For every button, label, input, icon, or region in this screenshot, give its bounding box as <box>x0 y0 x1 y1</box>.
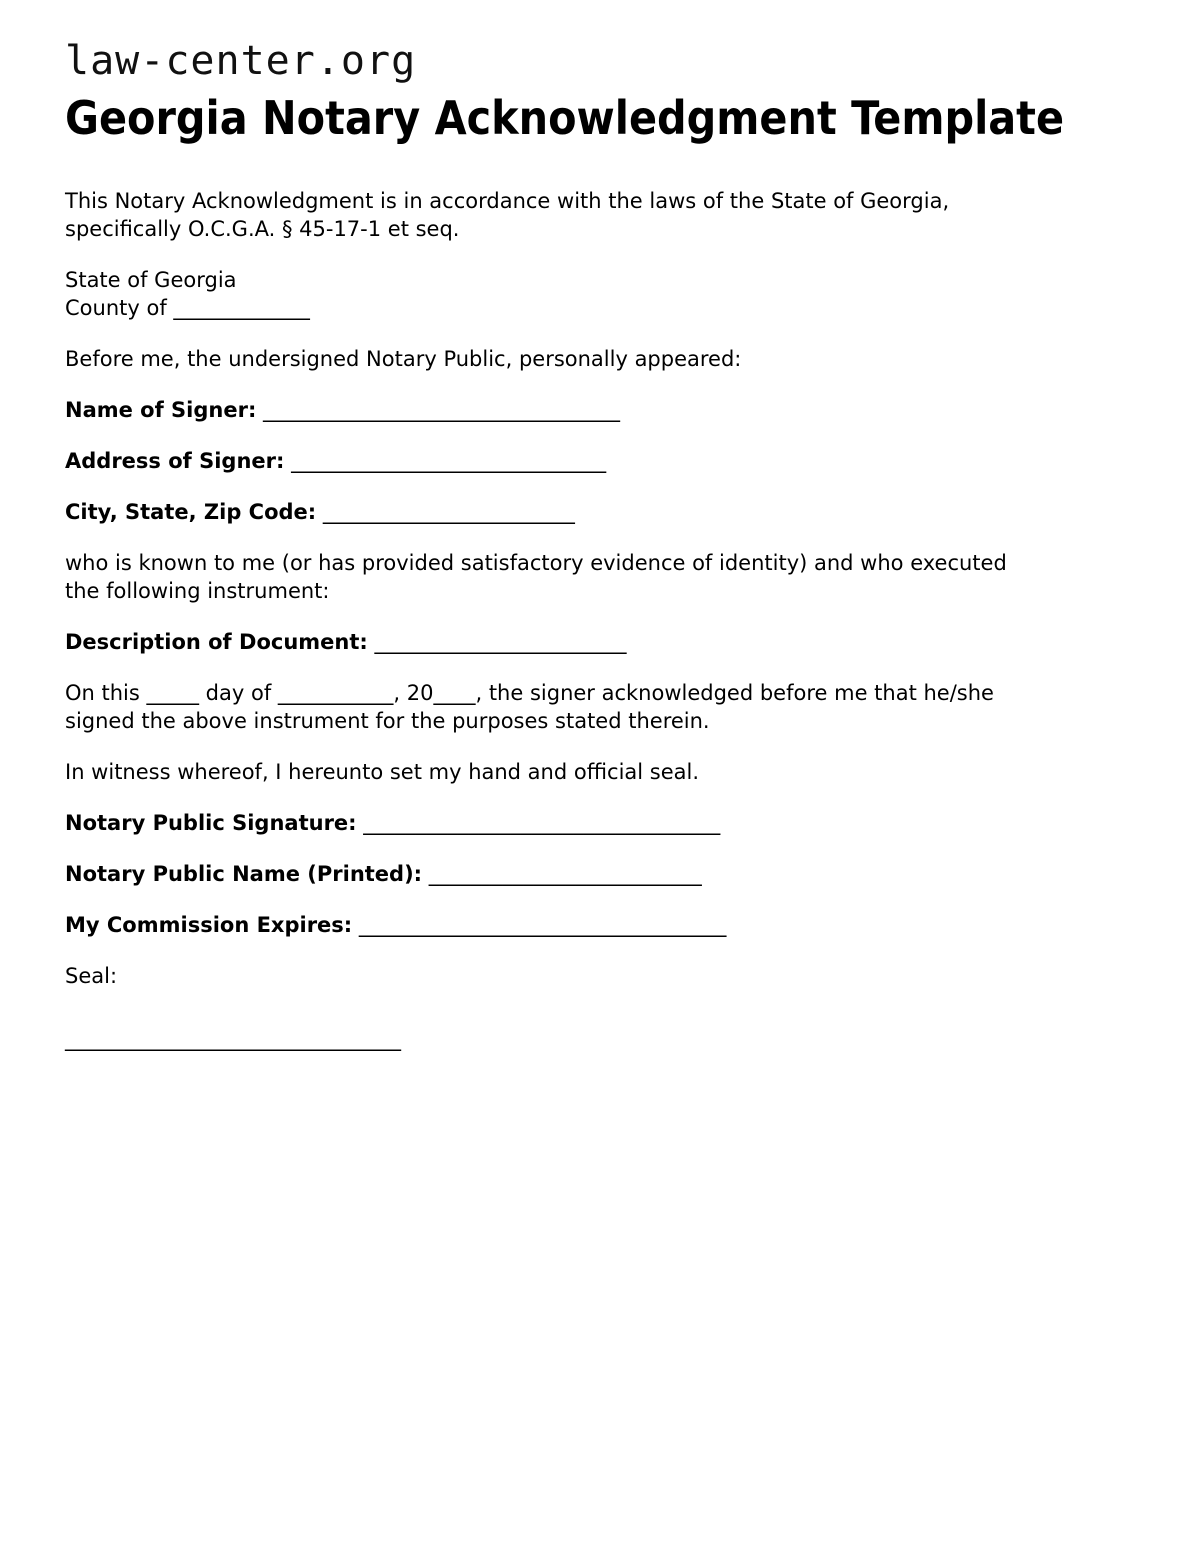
seal-blank-line: ________________________________ <box>65 1027 401 1051</box>
name-of-signer-label: Name of Signer: <box>65 398 257 422</box>
city-state-zip-label: City, State, Zip Code: <box>65 500 317 524</box>
address-of-signer-blank: ______________________________ <box>291 449 607 473</box>
notary-signature-blank: __________________________________ <box>363 811 721 835</box>
field-city-state-zip <box>65 498 1105 526</box>
county-blank: _____________ <box>173 296 310 320</box>
appeared-line: Before me, the undersigned Notary Public, personally appeared: <box>65 347 742 371</box>
description-of-document-blank: ________________________ <box>374 630 627 654</box>
county-label: County of <box>65 296 167 320</box>
description-of-document-label: Description of Document: <box>65 630 368 654</box>
known-clause <box>65 549 1105 605</box>
date-clause <box>65 679 1105 735</box>
known-clause-line-2: the following instrument: <box>65 579 330 603</box>
date-clause-line-2: signed the above instrument for the purposes stated therein. <box>65 709 710 733</box>
field-name-of-signer <box>65 396 1105 424</box>
intro-paragraph <box>65 187 1105 243</box>
document-body <box>65 187 1105 1053</box>
city-state-zip-blank: ________________________ <box>322 500 575 524</box>
document-title: Georgia Notary Acknowledgment Template <box>65 91 1065 145</box>
intro-line-1: This Notary Acknowledgment is in accordance with the laws of the State of Georgia, <box>65 189 950 213</box>
witness-line: In witness whereof, I hereunto set my hand and official seal. <box>65 760 700 784</box>
address-of-signer-label: Address of Signer: <box>65 449 285 473</box>
field-notary-name-printed <box>65 860 1105 888</box>
field-description-of-document <box>65 628 1105 656</box>
notary-name-printed-blank: __________________________ <box>428 862 702 886</box>
site-logo: law-center.org <box>65 38 417 84</box>
jurisdiction-block <box>65 266 1105 322</box>
notary-signature-label: Notary Public Signature: <box>65 811 357 835</box>
field-notary-signature <box>65 809 1105 837</box>
notary-name-printed-label: Notary Public Name (Printed): <box>65 862 423 886</box>
seal-label: Seal: <box>65 964 118 988</box>
field-commission-expires <box>65 911 1105 939</box>
county-line <box>65 294 1105 322</box>
commission-expires-blank: ___________________________________ <box>358 913 727 937</box>
date-clause-line-1: On this _____ day of ___________, 20____, the signer acknowledged before me that he/she <box>65 681 994 705</box>
name-of-signer-blank: __________________________________ <box>263 398 621 422</box>
field-address-of-signer <box>65 447 1105 475</box>
state-line: State of Georgia <box>65 268 237 292</box>
intro-line-2: specifically O.C.G.A. § 45-17-1 et seq. <box>65 217 460 241</box>
commission-expires-label: My Commission Expires: <box>65 913 353 937</box>
known-clause-line-1: who is known to me (or has provided satisfactory evidence of identity) and who executed <box>65 551 1007 575</box>
